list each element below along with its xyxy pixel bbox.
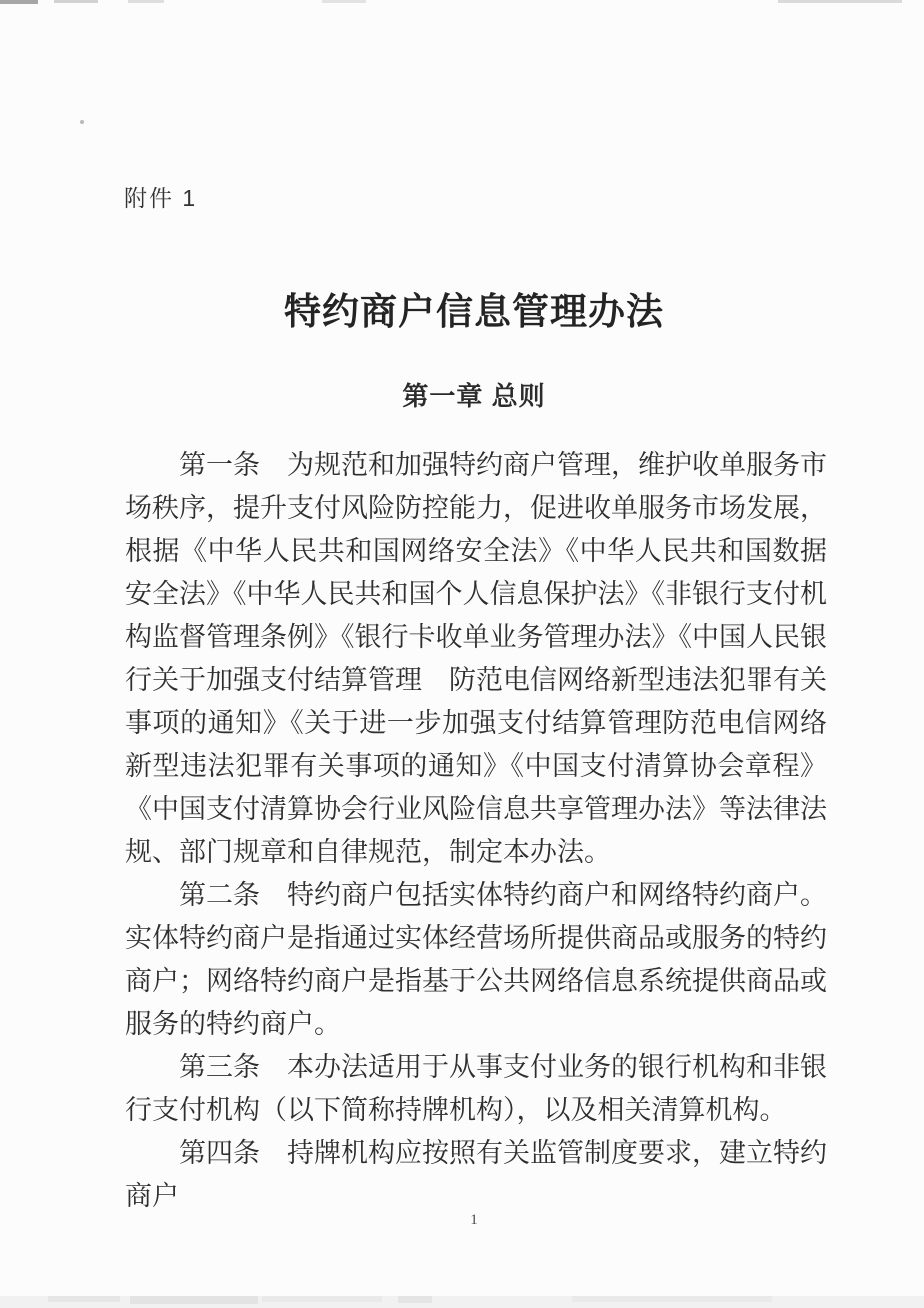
scan-artifact	[778, 0, 902, 3]
scan-artifact	[130, 1296, 258, 1304]
page-number: 1	[470, 1212, 478, 1228]
scan-artifact	[54, 0, 98, 3]
scan-artifact	[262, 1296, 382, 1302]
scan-artifact	[322, 0, 366, 3]
paragraph-article-1: 第一条 为规范和加强特约商户管理，维护收单服务市场秩序，提升支付风险防控能力，促进收单服务市场发展，根据《中华人民共和国网络安全法》《中华人民共和国数据安全法》《中华人民共和国个人信息保护法》《非银行支付机构监督管理条例》《银行卡收单业务管理办法》《中国人民银行关于加强支付结算管理 防范电信网络新型违法犯罪有关事项的通知》《关于进一步加强支付结算管理防范电信网络新型违法犯罪有关事项的通知》《中国支付清算协会章程》《中国支付清算协会行业风险信息共享管理办法》等法律法规、部门规章和自律规范，制定本办法。	[125, 450, 827, 867]
scan-artifact	[80, 120, 84, 124]
document-title: 特约商户信息管理办法	[284, 291, 664, 333]
scan-artifact	[0, 0, 38, 4]
scan-artifact	[572, 1296, 772, 1302]
document-body	[125, 444, 827, 1218]
attachment-label: 附件 1	[124, 185, 198, 211]
scan-artifact	[0, 1296, 924, 1308]
scan-artifact	[128, 0, 164, 3]
scan-artifact	[48, 1296, 120, 1302]
paragraph-article-2: 第二条 特约商户包括实体特约商户和网络特约商户。实体特约商户是指通过实体经营场所提供商品或服务的特约商户；网络特约商户是指基于公共网络信息系统提供商品或服务的特约商户。	[125, 880, 827, 1039]
scan-artifact	[398, 1296, 432, 1303]
paragraph-article-3: 第三条 本办法适用于从事支付业务的银行机构和非银行支付机构（以下简称持牌机构），以及相关清算机构。	[125, 1052, 827, 1125]
chapter-heading: 第一章 总则	[402, 380, 546, 411]
paragraph-article-4: 第四条 持牌机构应按照有关监管制度要求，建立特约商户	[125, 1138, 827, 1211]
